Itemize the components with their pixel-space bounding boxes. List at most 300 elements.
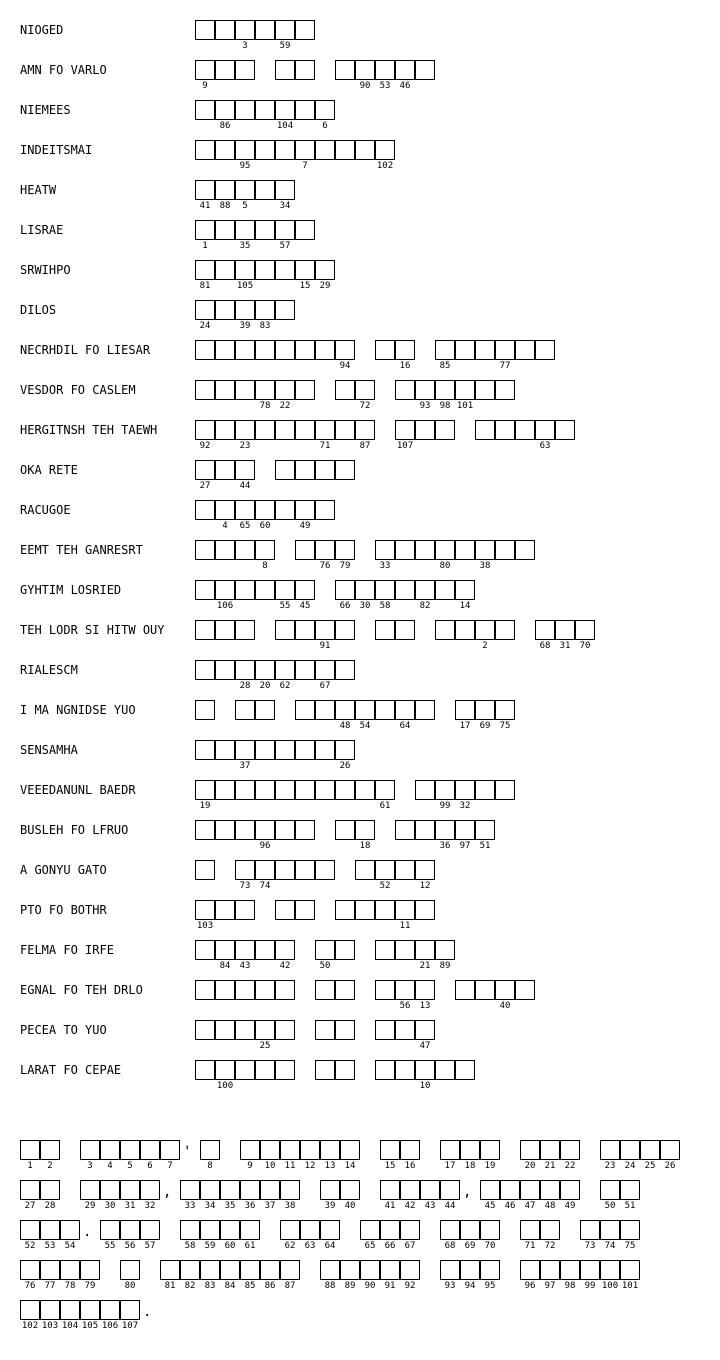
letter-cell[interactable] bbox=[475, 980, 495, 1000]
letter-cell[interactable] bbox=[195, 540, 215, 560]
letter-cell[interactable] bbox=[355, 580, 375, 600]
letter-cell[interactable] bbox=[375, 980, 395, 1000]
letter-cell[interactable] bbox=[415, 860, 435, 880]
letter-cell[interactable] bbox=[235, 100, 255, 120]
quote-cell[interactable] bbox=[160, 1140, 180, 1160]
quote-cell[interactable] bbox=[540, 1180, 560, 1200]
letter-cell[interactable] bbox=[235, 460, 255, 480]
quote-cell[interactable] bbox=[340, 1260, 360, 1280]
letter-cell[interactable] bbox=[355, 780, 375, 800]
letter-cell[interactable] bbox=[315, 1020, 335, 1040]
quote-cell[interactable] bbox=[460, 1220, 480, 1240]
letter-cell[interactable] bbox=[315, 340, 335, 360]
letter-cell[interactable] bbox=[215, 820, 235, 840]
letter-cell[interactable] bbox=[215, 60, 235, 80]
letter-cell[interactable] bbox=[375, 860, 395, 880]
letter-cell[interactable] bbox=[195, 900, 215, 920]
letter-cell[interactable] bbox=[495, 700, 515, 720]
letter-cell[interactable] bbox=[275, 460, 295, 480]
quote-cell[interactable] bbox=[620, 1260, 640, 1280]
letter-cell[interactable] bbox=[275, 380, 295, 400]
letter-cell[interactable] bbox=[395, 540, 415, 560]
quote-cell[interactable] bbox=[80, 1260, 100, 1280]
letter-cell[interactable] bbox=[495, 980, 515, 1000]
letter-cell[interactable] bbox=[415, 540, 435, 560]
letter-cell[interactable] bbox=[295, 780, 315, 800]
letter-cell[interactable] bbox=[195, 620, 215, 640]
quote-cell[interactable] bbox=[160, 1260, 180, 1280]
letter-cell[interactable] bbox=[275, 580, 295, 600]
quote-cell[interactable] bbox=[100, 1300, 120, 1320]
letter-cell[interactable] bbox=[255, 860, 275, 880]
letter-cell[interactable] bbox=[395, 620, 415, 640]
letter-cell[interactable] bbox=[395, 820, 415, 840]
letter-cell[interactable] bbox=[315, 500, 335, 520]
quote-cell[interactable] bbox=[620, 1220, 640, 1240]
quote-cell[interactable] bbox=[280, 1180, 300, 1200]
quote-cell[interactable] bbox=[120, 1300, 140, 1320]
quote-cell[interactable] bbox=[60, 1300, 80, 1320]
letter-cell[interactable] bbox=[195, 340, 215, 360]
letter-cell[interactable] bbox=[195, 180, 215, 200]
letter-cell[interactable] bbox=[375, 140, 395, 160]
letter-cell[interactable] bbox=[195, 580, 215, 600]
letter-cell[interactable] bbox=[195, 260, 215, 280]
letter-cell[interactable] bbox=[395, 1060, 415, 1080]
quote-cell[interactable] bbox=[20, 1140, 40, 1160]
letter-cell[interactable] bbox=[415, 980, 435, 1000]
quote-cell[interactable] bbox=[320, 1220, 340, 1240]
letter-cell[interactable] bbox=[435, 580, 455, 600]
letter-cell[interactable] bbox=[275, 940, 295, 960]
letter-cell[interactable] bbox=[235, 700, 255, 720]
letter-cell[interactable] bbox=[195, 100, 215, 120]
letter-cell[interactable] bbox=[255, 20, 275, 40]
letter-cell[interactable] bbox=[275, 340, 295, 360]
quote-cell[interactable] bbox=[240, 1220, 260, 1240]
letter-cell[interactable] bbox=[375, 700, 395, 720]
letter-cell[interactable] bbox=[215, 900, 235, 920]
letter-cell[interactable] bbox=[355, 60, 375, 80]
quote-cell[interactable] bbox=[220, 1260, 240, 1280]
letter-cell[interactable] bbox=[295, 620, 315, 640]
letter-cell[interactable] bbox=[295, 20, 315, 40]
letter-cell[interactable] bbox=[235, 60, 255, 80]
letter-cell[interactable] bbox=[375, 580, 395, 600]
letter-cell[interactable] bbox=[195, 860, 215, 880]
letter-cell[interactable] bbox=[315, 700, 335, 720]
letter-cell[interactable] bbox=[235, 540, 255, 560]
letter-cell[interactable] bbox=[255, 500, 275, 520]
letter-cell[interactable] bbox=[235, 620, 255, 640]
quote-cell[interactable] bbox=[560, 1180, 580, 1200]
letter-cell[interactable] bbox=[355, 700, 375, 720]
quote-cell[interactable] bbox=[380, 1180, 400, 1200]
quote-cell[interactable] bbox=[440, 1140, 460, 1160]
letter-cell[interactable] bbox=[415, 1020, 435, 1040]
quote-cell[interactable] bbox=[100, 1140, 120, 1160]
letter-cell[interactable] bbox=[435, 420, 455, 440]
quote-cell[interactable] bbox=[320, 1140, 340, 1160]
letter-cell[interactable] bbox=[335, 700, 355, 720]
letter-cell[interactable] bbox=[315, 140, 335, 160]
letter-cell[interactable] bbox=[275, 60, 295, 80]
letter-cell[interactable] bbox=[375, 1020, 395, 1040]
letter-cell[interactable] bbox=[455, 780, 475, 800]
letter-cell[interactable] bbox=[395, 580, 415, 600]
quote-cell[interactable] bbox=[300, 1140, 320, 1160]
letter-cell[interactable] bbox=[415, 700, 435, 720]
letter-cell[interactable] bbox=[275, 820, 295, 840]
letter-cell[interactable] bbox=[335, 940, 355, 960]
letter-cell[interactable] bbox=[315, 860, 335, 880]
letter-cell[interactable] bbox=[335, 660, 355, 680]
letter-cell[interactable] bbox=[295, 660, 315, 680]
letter-cell[interactable] bbox=[235, 740, 255, 760]
letter-cell[interactable] bbox=[355, 860, 375, 880]
letter-cell[interactable] bbox=[335, 540, 355, 560]
letter-cell[interactable] bbox=[255, 220, 275, 240]
letter-cell[interactable] bbox=[255, 540, 275, 560]
letter-cell[interactable] bbox=[255, 180, 275, 200]
quote-cell[interactable] bbox=[200, 1220, 220, 1240]
letter-cell[interactable] bbox=[215, 940, 235, 960]
letter-cell[interactable] bbox=[295, 260, 315, 280]
letter-cell[interactable] bbox=[515, 540, 535, 560]
quote-cell[interactable] bbox=[120, 1260, 140, 1280]
quote-cell[interactable] bbox=[380, 1260, 400, 1280]
letter-cell[interactable] bbox=[395, 340, 415, 360]
letter-cell[interactable] bbox=[215, 260, 235, 280]
quote-cell[interactable] bbox=[380, 1140, 400, 1160]
letter-cell[interactable] bbox=[315, 260, 335, 280]
letter-cell[interactable] bbox=[495, 780, 515, 800]
letter-cell[interactable] bbox=[275, 780, 295, 800]
letter-cell[interactable] bbox=[275, 420, 295, 440]
letter-cell[interactable] bbox=[195, 940, 215, 960]
quote-cell[interactable] bbox=[420, 1180, 440, 1200]
letter-cell[interactable] bbox=[295, 340, 315, 360]
letter-cell[interactable] bbox=[375, 620, 395, 640]
letter-cell[interactable] bbox=[255, 100, 275, 120]
quote-cell[interactable] bbox=[260, 1260, 280, 1280]
quote-cell[interactable] bbox=[40, 1220, 60, 1240]
letter-cell[interactable] bbox=[275, 980, 295, 1000]
quote-cell[interactable] bbox=[40, 1300, 60, 1320]
quote-cell[interactable] bbox=[120, 1140, 140, 1160]
letter-cell[interactable] bbox=[215, 1020, 235, 1040]
letter-cell[interactable] bbox=[215, 300, 235, 320]
letter-cell[interactable] bbox=[215, 220, 235, 240]
letter-cell[interactable] bbox=[355, 820, 375, 840]
letter-cell[interactable] bbox=[195, 740, 215, 760]
letter-cell[interactable] bbox=[235, 1020, 255, 1040]
letter-cell[interactable] bbox=[255, 140, 275, 160]
quote-cell[interactable] bbox=[480, 1180, 500, 1200]
letter-cell[interactable] bbox=[415, 580, 435, 600]
quote-cell[interactable] bbox=[600, 1180, 620, 1200]
letter-cell[interactable] bbox=[335, 380, 355, 400]
letter-cell[interactable] bbox=[275, 1060, 295, 1080]
quote-cell[interactable] bbox=[20, 1260, 40, 1280]
letter-cell[interactable] bbox=[355, 900, 375, 920]
quote-cell[interactable] bbox=[300, 1220, 320, 1240]
letter-cell[interactable] bbox=[275, 860, 295, 880]
letter-cell[interactable] bbox=[455, 540, 475, 560]
quote-cell[interactable] bbox=[40, 1260, 60, 1280]
letter-cell[interactable] bbox=[495, 380, 515, 400]
letter-cell[interactable] bbox=[215, 100, 235, 120]
quote-cell[interactable] bbox=[620, 1140, 640, 1160]
letter-cell[interactable] bbox=[275, 140, 295, 160]
quote-cell[interactable] bbox=[180, 1260, 200, 1280]
letter-cell[interactable] bbox=[195, 380, 215, 400]
letter-cell[interactable] bbox=[195, 460, 215, 480]
letter-cell[interactable] bbox=[215, 740, 235, 760]
quote-cell[interactable] bbox=[440, 1260, 460, 1280]
letter-cell[interactable] bbox=[435, 940, 455, 960]
letter-cell[interactable] bbox=[195, 60, 215, 80]
letter-cell[interactable] bbox=[255, 300, 275, 320]
quote-cell[interactable] bbox=[360, 1220, 380, 1240]
quote-cell[interactable] bbox=[260, 1140, 280, 1160]
letter-cell[interactable] bbox=[215, 780, 235, 800]
letter-cell[interactable] bbox=[295, 820, 315, 840]
letter-cell[interactable] bbox=[295, 220, 315, 240]
letter-cell[interactable] bbox=[295, 140, 315, 160]
letter-cell[interactable] bbox=[415, 940, 435, 960]
letter-cell[interactable] bbox=[275, 740, 295, 760]
letter-cell[interactable] bbox=[455, 620, 475, 640]
letter-cell[interactable] bbox=[195, 820, 215, 840]
letter-cell[interactable] bbox=[295, 540, 315, 560]
letter-cell[interactable] bbox=[215, 340, 235, 360]
letter-cell[interactable] bbox=[255, 340, 275, 360]
letter-cell[interactable] bbox=[495, 540, 515, 560]
letter-cell[interactable] bbox=[315, 1060, 335, 1080]
letter-cell[interactable] bbox=[255, 1020, 275, 1040]
letter-cell[interactable] bbox=[255, 260, 275, 280]
quote-cell[interactable] bbox=[400, 1180, 420, 1200]
letter-cell[interactable] bbox=[255, 940, 275, 960]
letter-cell[interactable] bbox=[235, 220, 255, 240]
quote-cell[interactable] bbox=[180, 1180, 200, 1200]
letter-cell[interactable] bbox=[355, 140, 375, 160]
quote-cell[interactable] bbox=[600, 1220, 620, 1240]
letter-cell[interactable] bbox=[195, 980, 215, 1000]
letter-cell[interactable] bbox=[495, 620, 515, 640]
letter-cell[interactable] bbox=[475, 780, 495, 800]
quote-cell[interactable] bbox=[200, 1180, 220, 1200]
quote-cell[interactable] bbox=[520, 1180, 540, 1200]
letter-cell[interactable] bbox=[235, 660, 255, 680]
letter-cell[interactable] bbox=[495, 420, 515, 440]
letter-cell[interactable] bbox=[395, 1020, 415, 1040]
letter-cell[interactable] bbox=[335, 60, 355, 80]
letter-cell[interactable] bbox=[275, 620, 295, 640]
letter-cell[interactable] bbox=[255, 740, 275, 760]
quote-cell[interactable] bbox=[220, 1180, 240, 1200]
letter-cell[interactable] bbox=[335, 460, 355, 480]
letter-cell[interactable] bbox=[315, 660, 335, 680]
quote-cell[interactable] bbox=[400, 1220, 420, 1240]
letter-cell[interactable] bbox=[235, 980, 255, 1000]
letter-cell[interactable] bbox=[475, 540, 495, 560]
letter-cell[interactable] bbox=[215, 660, 235, 680]
quote-cell[interactable] bbox=[480, 1220, 500, 1240]
letter-cell[interactable] bbox=[315, 980, 335, 1000]
letter-cell[interactable] bbox=[275, 260, 295, 280]
quote-cell[interactable] bbox=[640, 1140, 660, 1160]
letter-cell[interactable] bbox=[295, 420, 315, 440]
quote-cell[interactable] bbox=[20, 1300, 40, 1320]
quote-cell[interactable] bbox=[520, 1140, 540, 1160]
letter-cell[interactable] bbox=[195, 220, 215, 240]
quote-cell[interactable] bbox=[480, 1260, 500, 1280]
letter-cell[interactable] bbox=[315, 540, 335, 560]
quote-cell[interactable] bbox=[120, 1180, 140, 1200]
letter-cell[interactable] bbox=[375, 60, 395, 80]
letter-cell[interactable] bbox=[375, 340, 395, 360]
letter-cell[interactable] bbox=[195, 140, 215, 160]
letter-cell[interactable] bbox=[415, 380, 435, 400]
quote-cell[interactable] bbox=[660, 1140, 680, 1160]
letter-cell[interactable] bbox=[315, 740, 335, 760]
letter-cell[interactable] bbox=[435, 780, 455, 800]
letter-cell[interactable] bbox=[195, 300, 215, 320]
letter-cell[interactable] bbox=[275, 20, 295, 40]
letter-cell[interactable] bbox=[275, 220, 295, 240]
letter-cell[interactable] bbox=[215, 420, 235, 440]
quote-cell[interactable] bbox=[540, 1260, 560, 1280]
letter-cell[interactable] bbox=[315, 100, 335, 120]
quote-cell[interactable] bbox=[520, 1220, 540, 1240]
letter-cell[interactable] bbox=[295, 700, 315, 720]
quote-cell[interactable] bbox=[620, 1180, 640, 1200]
letter-cell[interactable] bbox=[375, 900, 395, 920]
letter-cell[interactable] bbox=[335, 900, 355, 920]
letter-cell[interactable] bbox=[395, 860, 415, 880]
letter-cell[interactable] bbox=[335, 980, 355, 1000]
quote-cell[interactable] bbox=[60, 1260, 80, 1280]
quote-cell[interactable] bbox=[340, 1180, 360, 1200]
letter-cell[interactable] bbox=[455, 700, 475, 720]
letter-cell[interactable] bbox=[415, 1060, 435, 1080]
letter-cell[interactable] bbox=[255, 380, 275, 400]
letter-cell[interactable] bbox=[235, 580, 255, 600]
letter-cell[interactable] bbox=[235, 20, 255, 40]
letter-cell[interactable] bbox=[335, 620, 355, 640]
letter-cell[interactable] bbox=[255, 420, 275, 440]
letter-cell[interactable] bbox=[495, 340, 515, 360]
letter-cell[interactable] bbox=[275, 300, 295, 320]
letter-cell[interactable] bbox=[515, 980, 535, 1000]
quote-cell[interactable] bbox=[340, 1140, 360, 1160]
letter-cell[interactable] bbox=[235, 260, 255, 280]
letter-cell[interactable] bbox=[295, 740, 315, 760]
letter-cell[interactable] bbox=[215, 20, 235, 40]
quote-cell[interactable] bbox=[280, 1220, 300, 1240]
letter-cell[interactable] bbox=[535, 340, 555, 360]
letter-cell[interactable] bbox=[275, 180, 295, 200]
letter-cell[interactable] bbox=[215, 380, 235, 400]
quote-cell[interactable] bbox=[80, 1300, 100, 1320]
letter-cell[interactable] bbox=[255, 700, 275, 720]
letter-cell[interactable] bbox=[295, 460, 315, 480]
letter-cell[interactable] bbox=[315, 620, 335, 640]
quote-cell[interactable] bbox=[400, 1260, 420, 1280]
quote-cell[interactable] bbox=[540, 1140, 560, 1160]
letter-cell[interactable] bbox=[395, 900, 415, 920]
letter-cell[interactable] bbox=[435, 380, 455, 400]
letter-cell[interactable] bbox=[335, 580, 355, 600]
letter-cell[interactable] bbox=[415, 820, 435, 840]
quote-cell[interactable] bbox=[20, 1180, 40, 1200]
letter-cell[interactable] bbox=[395, 980, 415, 1000]
letter-cell[interactable] bbox=[415, 780, 435, 800]
letter-cell[interactable] bbox=[315, 420, 335, 440]
letter-cell[interactable] bbox=[455, 580, 475, 600]
letter-cell[interactable] bbox=[315, 940, 335, 960]
letter-cell[interactable] bbox=[275, 900, 295, 920]
letter-cell[interactable] bbox=[435, 1060, 455, 1080]
letter-cell[interactable] bbox=[235, 300, 255, 320]
letter-cell[interactable] bbox=[195, 700, 215, 720]
letter-cell[interactable] bbox=[375, 940, 395, 960]
letter-cell[interactable] bbox=[195, 660, 215, 680]
quote-cell[interactable] bbox=[600, 1140, 620, 1160]
letter-cell[interactable] bbox=[195, 500, 215, 520]
letter-cell[interactable] bbox=[575, 620, 595, 640]
letter-cell[interactable] bbox=[475, 820, 495, 840]
quote-cell[interactable] bbox=[240, 1260, 260, 1280]
letter-cell[interactable] bbox=[455, 380, 475, 400]
letter-cell[interactable] bbox=[295, 380, 315, 400]
letter-cell[interactable] bbox=[235, 340, 255, 360]
letter-cell[interactable] bbox=[215, 540, 235, 560]
quote-cell[interactable] bbox=[560, 1140, 580, 1160]
quote-cell[interactable] bbox=[80, 1140, 100, 1160]
letter-cell[interactable] bbox=[195, 1060, 215, 1080]
letter-cell[interactable] bbox=[235, 420, 255, 440]
letter-cell[interactable] bbox=[255, 660, 275, 680]
letter-cell[interactable] bbox=[335, 1060, 355, 1080]
letter-cell[interactable] bbox=[455, 820, 475, 840]
letter-cell[interactable] bbox=[195, 20, 215, 40]
quote-cell[interactable] bbox=[260, 1180, 280, 1200]
letter-cell[interactable] bbox=[255, 980, 275, 1000]
letter-cell[interactable] bbox=[355, 420, 375, 440]
letter-cell[interactable] bbox=[295, 900, 315, 920]
letter-cell[interactable] bbox=[295, 500, 315, 520]
quote-cell[interactable] bbox=[380, 1220, 400, 1240]
quote-cell[interactable] bbox=[580, 1260, 600, 1280]
letter-cell[interactable] bbox=[415, 60, 435, 80]
quote-cell[interactable] bbox=[240, 1180, 260, 1200]
letter-cell[interactable] bbox=[475, 380, 495, 400]
letter-cell[interactable] bbox=[235, 860, 255, 880]
letter-cell[interactable] bbox=[335, 820, 355, 840]
quote-cell[interactable] bbox=[460, 1260, 480, 1280]
letter-cell[interactable] bbox=[195, 420, 215, 440]
letter-cell[interactable] bbox=[435, 540, 455, 560]
quote-cell[interactable] bbox=[560, 1260, 580, 1280]
quote-cell[interactable] bbox=[20, 1220, 40, 1240]
letter-cell[interactable] bbox=[395, 940, 415, 960]
quote-cell[interactable] bbox=[120, 1220, 140, 1240]
letter-cell[interactable] bbox=[215, 460, 235, 480]
letter-cell[interactable] bbox=[375, 1060, 395, 1080]
